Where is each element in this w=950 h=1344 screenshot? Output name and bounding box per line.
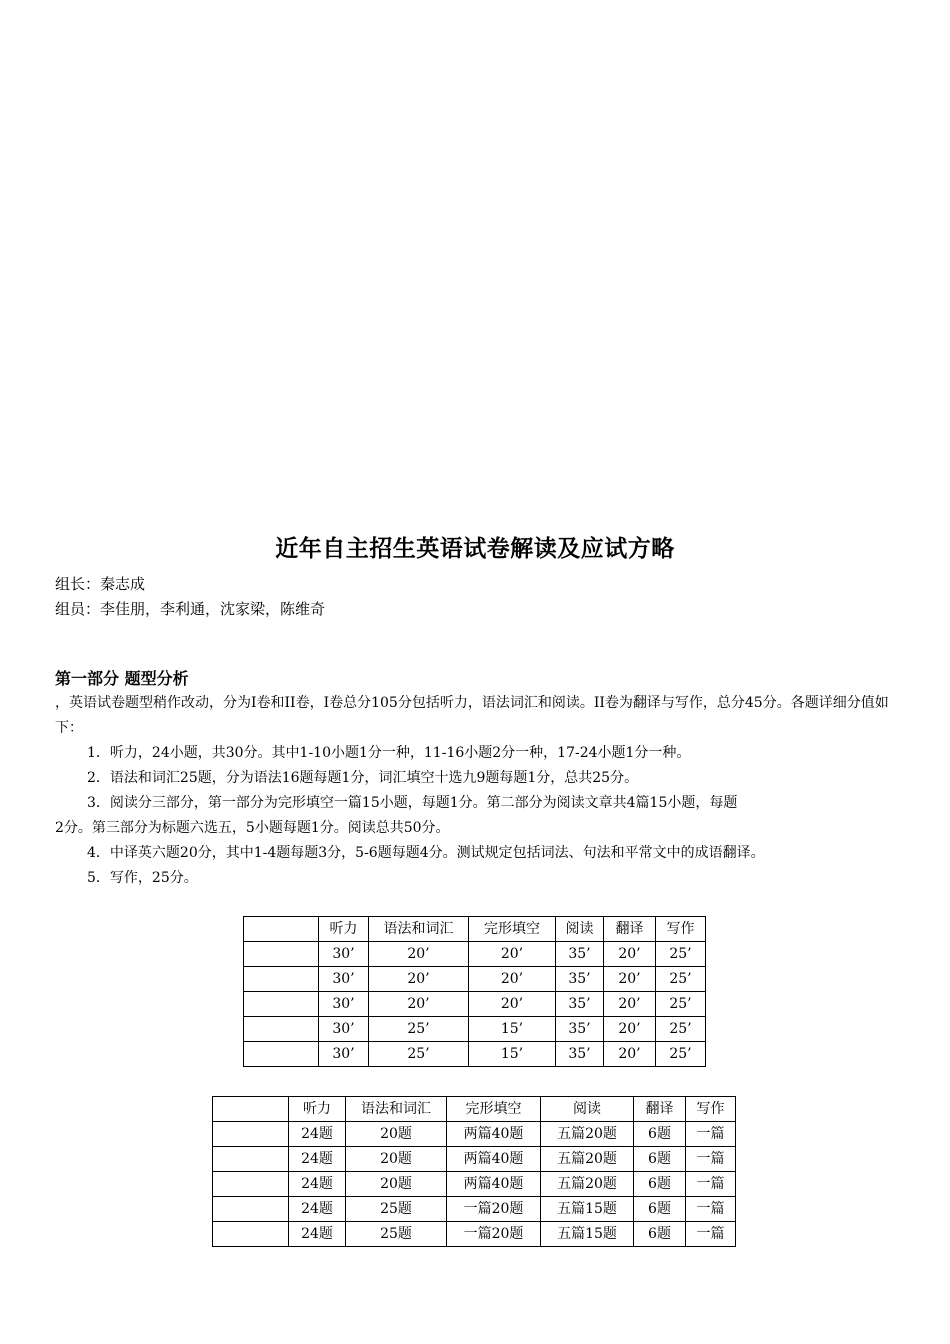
table-cell: 一篇 <box>686 1197 736 1222</box>
item-reading-text: 3．阅读分三部分，第一部分为完形填空一篇15小题，每题1分。第二部分为阅读文章共4篇15小题，每题 <box>87 795 738 811</box>
table-cell: 24题 <box>289 1122 346 1147</box>
table-cell: 五篇20题 <box>541 1172 634 1197</box>
intro-paragraph: ，英语试卷题型稍作改动，分为I卷和II卷，I卷总分105分包括听力，语法词汇和阅读。II卷为翻译与写作，总分45分。各题详细分值如下： <box>55 695 889 736</box>
table-cell: 30’ <box>319 942 369 967</box>
table-cell: 6题 <box>634 1122 686 1147</box>
table-cell <box>244 967 319 992</box>
table-cell: 一篇 <box>686 1172 736 1197</box>
question-count-table-body <box>213 1097 736 1247</box>
table-cell: 一篇20题 <box>447 1222 541 1247</box>
table-cell: 20’ <box>469 992 556 1017</box>
table-cell: 两篇40题 <box>447 1147 541 1172</box>
table-header-cell: 完形填空 <box>469 917 556 942</box>
table-cell: 24题 <box>289 1222 346 1247</box>
table-cell: 20’ <box>604 942 656 967</box>
item-listening-text: 1．听力，24小题，共30分。其中1-10小题1分一种，11-16小题2分一种，17-24小题1分一种。 <box>87 745 691 761</box>
document-title: 近年自主招生英语试卷解读及应试方略 <box>275 536 675 562</box>
table-cell: 一篇 <box>686 1122 736 1147</box>
table-row <box>213 1172 736 1197</box>
table-row <box>244 967 706 992</box>
score-table-body <box>244 917 706 1067</box>
table-cell: 6题 <box>634 1197 686 1222</box>
table-cell: 15’ <box>469 1042 556 1067</box>
table-header-cell: 语法和词汇 <box>369 917 469 942</box>
table-row <box>244 942 706 967</box>
table-cell <box>213 1172 289 1197</box>
table-cell: 25’ <box>656 992 706 1017</box>
table-cell: 20题 <box>346 1122 447 1147</box>
table-header-cell <box>213 1097 289 1122</box>
table-cell: 24题 <box>289 1197 346 1222</box>
table-cell: 20’ <box>369 942 469 967</box>
score-table-header-row <box>244 917 706 942</box>
table-cell: 25’ <box>656 1042 706 1067</box>
item-reading-continued-text: 2分。第三部分为标题六选五，5小题每题1分。阅读总共50分。 <box>55 820 450 836</box>
table-cell: 一篇 <box>686 1222 736 1247</box>
table-header-cell: 阅读 <box>541 1097 634 1122</box>
item-writing <box>55 866 905 891</box>
table-cell <box>213 1222 289 1247</box>
table-cell: 25’ <box>656 942 706 967</box>
table-header-cell: 翻译 <box>634 1097 686 1122</box>
table-header-cell: 翻译 <box>604 917 656 942</box>
table-cell: 30’ <box>319 967 369 992</box>
table-cell: 20题 <box>346 1147 447 1172</box>
table-cell: 五篇15题 <box>541 1197 634 1222</box>
table-cell: 25题 <box>346 1197 447 1222</box>
item-translation-text: 4．中译英六题20分，其中1-4题每题3分，5-6题每题4分。测试规定包括词法、句法和平常文中的成语翻译。 <box>87 845 765 861</box>
table-cell: 6题 <box>634 1172 686 1197</box>
score-table <box>243 916 706 1067</box>
table-row <box>213 1197 736 1222</box>
table-cell: 五篇20题 <box>541 1122 634 1147</box>
question-count-table <box>212 1096 736 1247</box>
table-cell: 20’ <box>604 1017 656 1042</box>
table-cell: 20’ <box>604 992 656 1017</box>
table-cell: 35’ <box>556 967 604 992</box>
table-cell: 20’ <box>369 967 469 992</box>
table-cell <box>244 992 319 1017</box>
table-cell <box>213 1147 289 1172</box>
table-cell: 25题 <box>346 1222 447 1247</box>
table-cell: 25’ <box>656 1017 706 1042</box>
table-header-cell: 写作 <box>656 917 706 942</box>
table-cell: 15’ <box>469 1017 556 1042</box>
table-cell: 25’ <box>656 967 706 992</box>
table-cell: 30’ <box>319 1042 369 1067</box>
table-cell: 一篇 <box>686 1147 736 1172</box>
group-leader-line: 组长：秦志成 <box>55 575 146 593</box>
table-header-cell: 写作 <box>686 1097 736 1122</box>
table-cell: 6题 <box>634 1222 686 1247</box>
table-cell: 五篇20题 <box>541 1147 634 1172</box>
table-row <box>244 1017 706 1042</box>
table-cell: 20’ <box>604 967 656 992</box>
table-cell: 20’ <box>469 967 556 992</box>
group-members-line: 组员：李佳朋，李利通，沈家梁，陈维奇 <box>55 600 326 618</box>
question-count-table-header-row <box>213 1097 736 1122</box>
item-writing-text: 5．写作，25分。 <box>87 870 198 886</box>
table-cell: 一篇20题 <box>447 1197 541 1222</box>
section-heading: 第一部分 题型分析 <box>55 669 189 688</box>
table-cell: 24题 <box>289 1172 346 1197</box>
table-cell: 35’ <box>556 992 604 1017</box>
table-cell: 20’ <box>469 942 556 967</box>
table-cell: 两篇40题 <box>447 1172 541 1197</box>
table-row <box>244 992 706 1017</box>
item-grammar <box>55 766 905 791</box>
table-cell: 25’ <box>369 1017 469 1042</box>
table-cell: 25’ <box>369 1042 469 1067</box>
table-row <box>213 1222 736 1247</box>
table-header-cell: 听力 <box>289 1097 346 1122</box>
table-cell: 30’ <box>319 992 369 1017</box>
table-cell: 35’ <box>556 942 604 967</box>
item-translation <box>55 841 905 866</box>
table-cell <box>213 1197 289 1222</box>
table-cell: 20’ <box>604 1042 656 1067</box>
table-cell: 五篇15题 <box>541 1222 634 1247</box>
table-header-cell: 完形填空 <box>447 1097 541 1122</box>
item-reading-continued <box>55 816 905 841</box>
table-cell: 30’ <box>319 1017 369 1042</box>
table-cell <box>213 1122 289 1147</box>
table-header-cell <box>244 917 319 942</box>
table-row <box>213 1147 736 1172</box>
item-listening <box>55 741 905 766</box>
table-row <box>244 1042 706 1067</box>
table-cell: 24题 <box>289 1147 346 1172</box>
table-cell: 两篇40题 <box>447 1122 541 1147</box>
table-cell <box>244 942 319 967</box>
table-cell <box>244 1042 319 1067</box>
table-header-cell: 听力 <box>319 917 369 942</box>
table-cell: 20题 <box>346 1172 447 1197</box>
table-header-cell: 阅读 <box>556 917 604 942</box>
table-cell: 20’ <box>369 992 469 1017</box>
table-cell: 6题 <box>634 1147 686 1172</box>
item-grammar-text: 2．语法和词汇25题，分为语法16题每题1分，词汇填空十选九9题每题1分，总共25分。 <box>87 770 639 786</box>
table-cell: 35’ <box>556 1042 604 1067</box>
table-header-cell: 语法和词汇 <box>346 1097 447 1122</box>
table-row <box>213 1122 736 1147</box>
table-cell <box>244 1017 319 1042</box>
item-reading <box>55 791 905 816</box>
table-cell: 35’ <box>556 1017 604 1042</box>
